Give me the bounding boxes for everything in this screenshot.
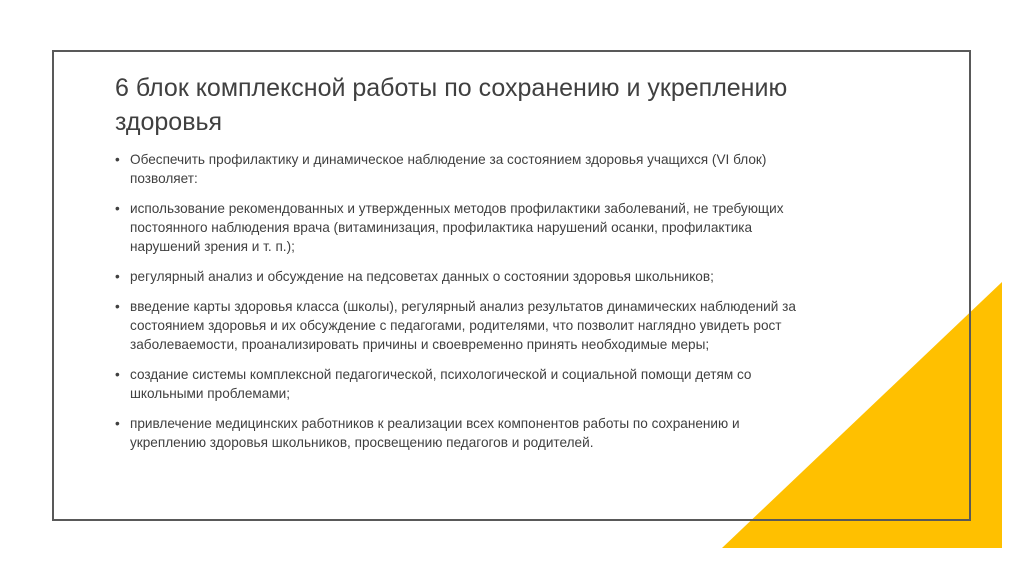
bullet-text: введение карты здоровья класса (школы), регулярный анализ результатов динамических наблюдений за состоянием здоровья и их обсуждение с педагогами, родителями, что позволит наглядно увидеть рост заболеваемости, проанализировать причины и своевременно принять необходимые меры; xyxy=(130,299,796,352)
slide-title: 6 блок комплексной работы по сохранению и укреплению здоровья xyxy=(115,74,788,136)
bullet-item-6 xyxy=(115,414,815,452)
bullet-dot: • xyxy=(115,416,120,431)
bullet-dot: • xyxy=(115,269,120,284)
bullet-text: регулярный анализ и обсуждение на педсоветах данных о состоянии здоровья школьников; xyxy=(130,269,714,284)
bullet-list xyxy=(115,150,815,463)
bullet-text: Обеспечить профилактику и динамическое наблюдение за состоянием здоровья учащихся (VI блок) позволяет: xyxy=(130,152,767,186)
bullet-item-3 xyxy=(115,267,815,286)
bullet-text: создание системы комплексной педагогической, психологической и социальной помощи детям со школьными проблемами; xyxy=(130,367,752,401)
bullet-dot: • xyxy=(115,367,120,382)
bullet-item-2 xyxy=(115,199,815,256)
bullet-dot: • xyxy=(115,299,120,314)
bullet-dot: • xyxy=(115,201,120,216)
bullet-item-1 xyxy=(115,150,815,188)
bullet-dot: • xyxy=(115,152,120,167)
bullet-item-5 xyxy=(115,365,815,403)
bullet-item-4 xyxy=(115,297,815,354)
bullet-text: использование рекомендованных и утвержденных методов профилактики заболеваний, не требующих постоянного наблюдения врача (витаминизация, профилактика нарушений осанки, профилактика нарушений зрения и т. п.); xyxy=(130,201,784,254)
bullet-text: привлечение медицинских работников к реализации всех компонентов работы по сохранению и укреплению здоровья школьников, просвещению педагогов и родителей. xyxy=(130,416,740,450)
